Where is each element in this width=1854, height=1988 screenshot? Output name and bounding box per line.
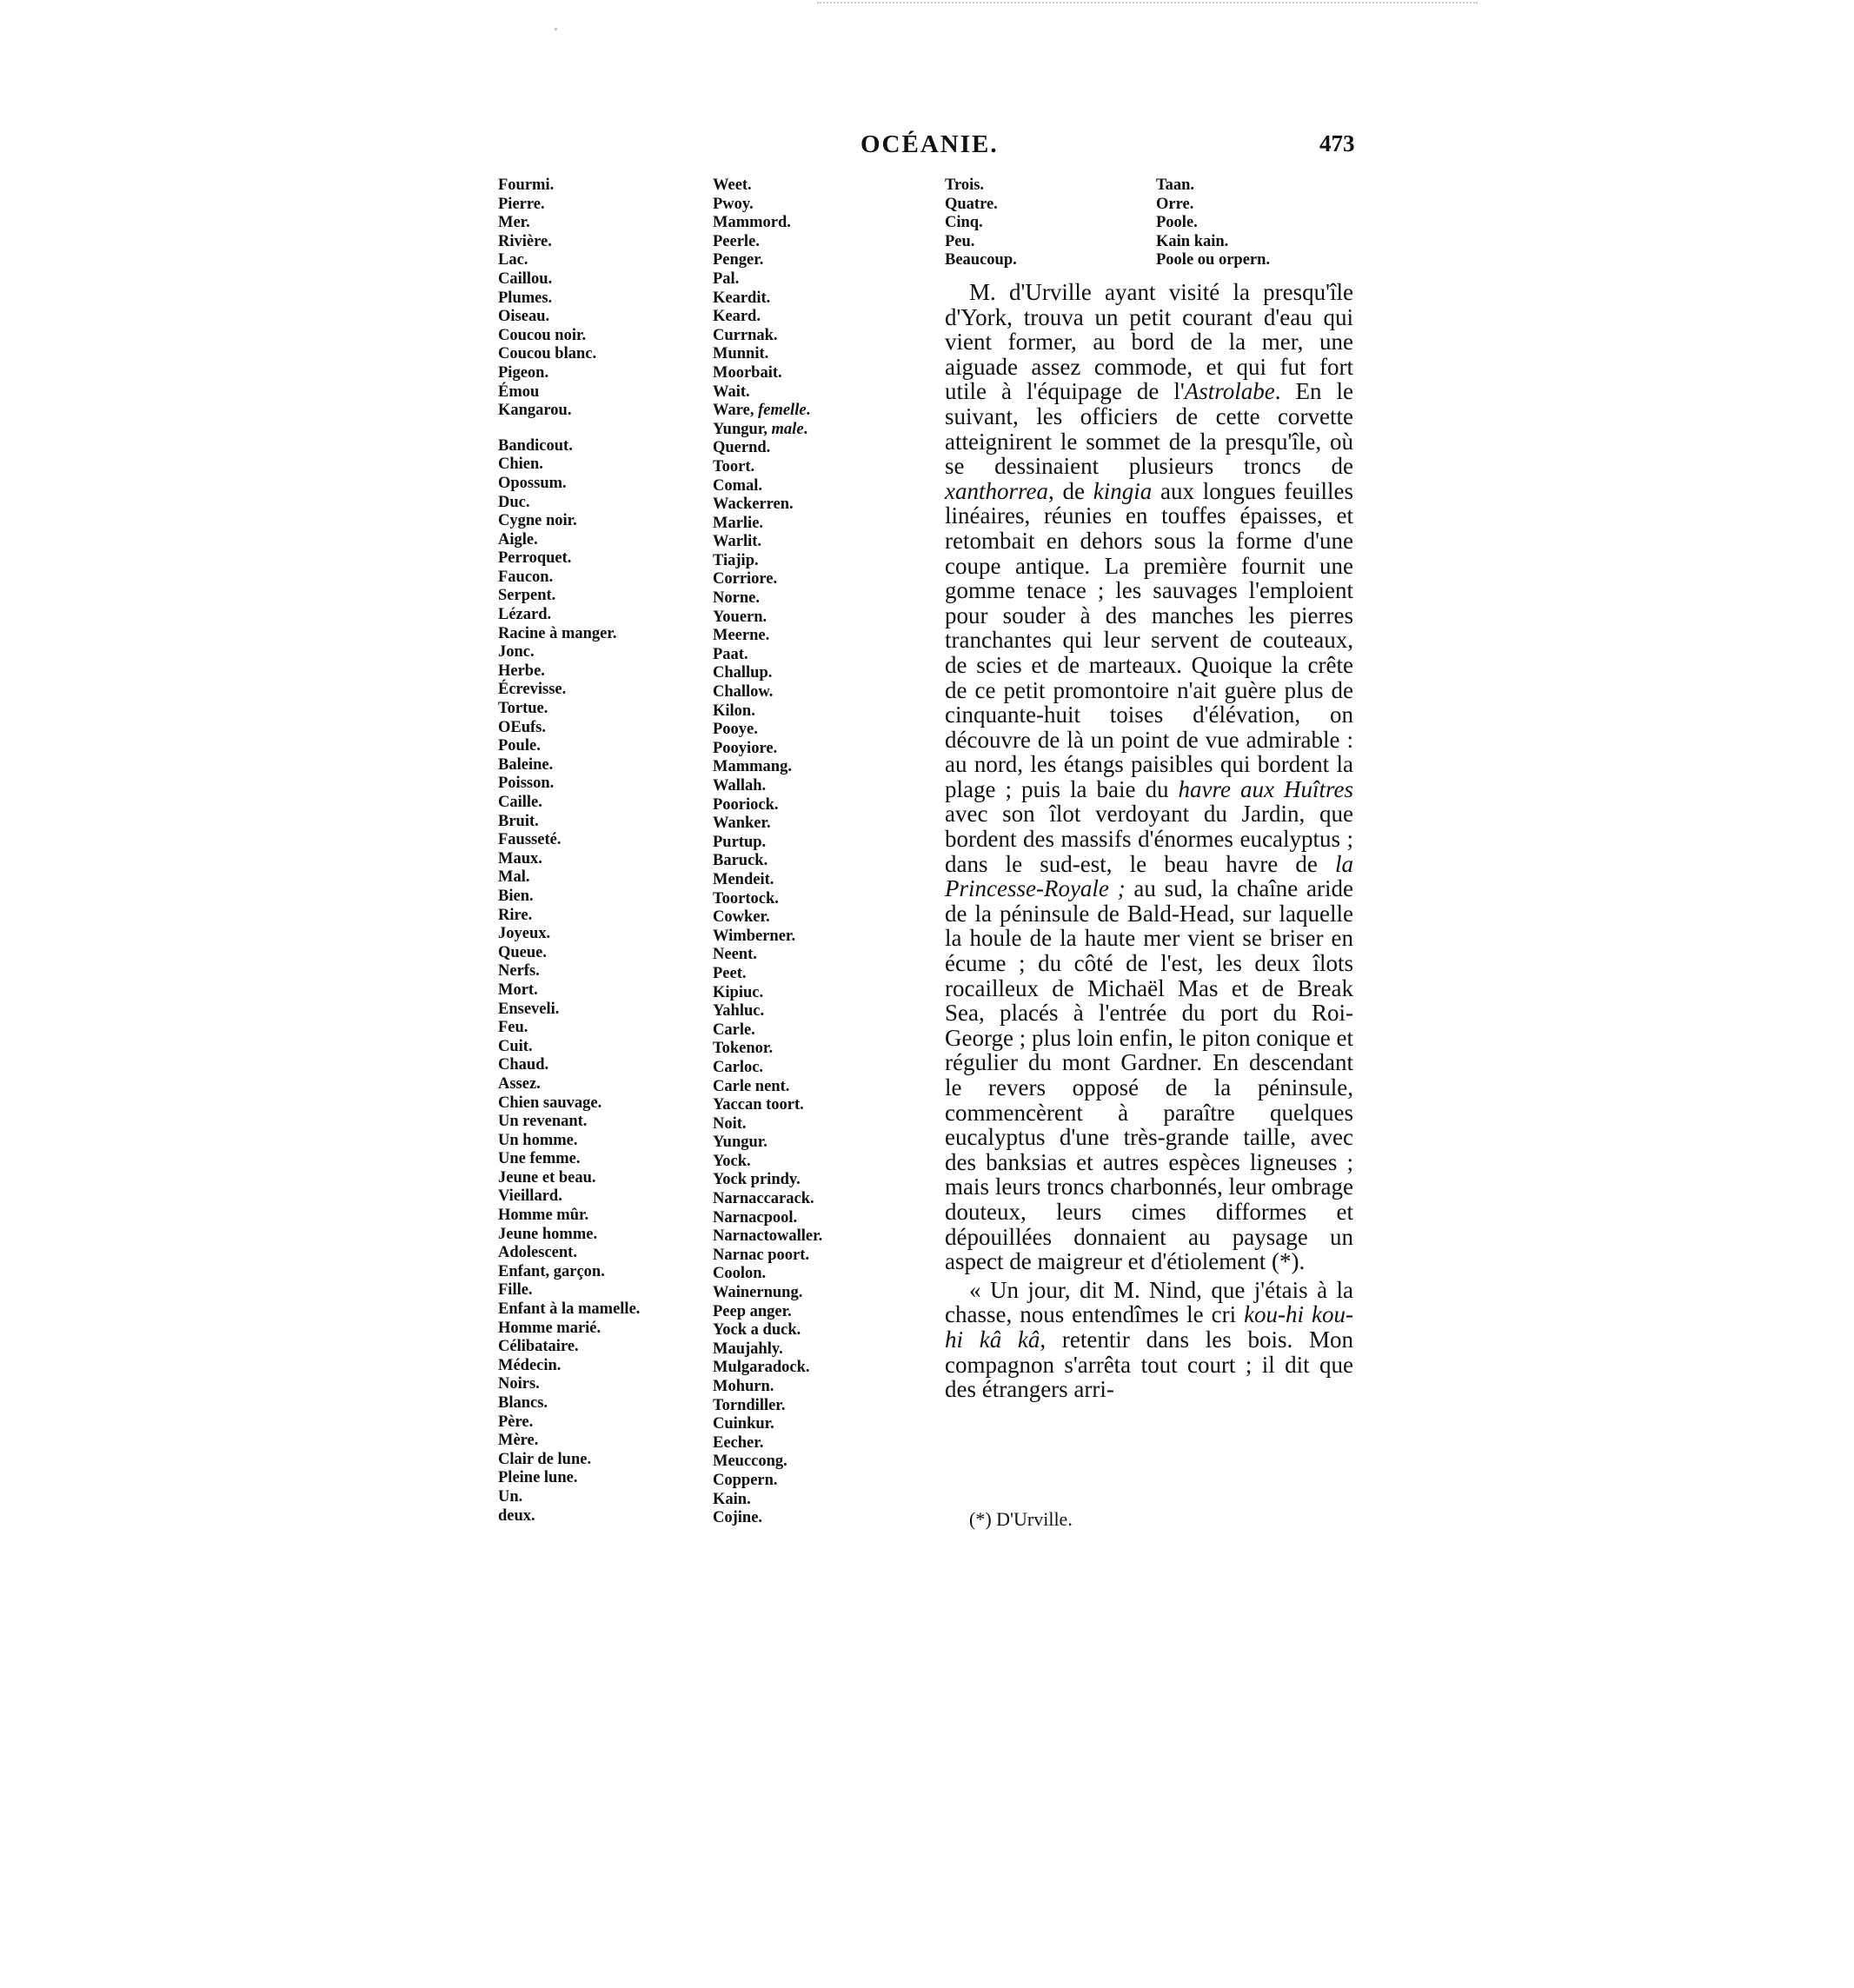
text-run: avec son îlot verdoyant du Jardin, que bordent des massifs d'énormes eucalyptus ; dans le sud-est, le beau havre de	[945, 801, 1353, 877]
vocab-entry: Poole ou orpern.	[1156, 251, 1271, 269]
text-run: . En le suivant, les officiers de cette corvette atteignirent le sommet de la presqu'île, où se dessinaient plusieurs troncs de	[945, 378, 1353, 480]
vocab-entry: Chaud.	[498, 1056, 549, 1074]
vocab-entry: Pigeon.	[498, 363, 549, 382]
vocab-entry: Pleine lune.	[498, 1469, 578, 1487]
native-cry: kou-hi kou-hi kâ kâ	[945, 1301, 1353, 1353]
vocab-entry: Pooye.	[713, 721, 758, 739]
vocab-entry: Narnaccarack.	[713, 1190, 814, 1208]
vocab-entry: Jeune homme.	[498, 1225, 598, 1243]
vocab-entry: Herbe.	[498, 662, 545, 680]
vocab-entry: Clair de lune.	[498, 1450, 592, 1468]
vocab-entry: Cygne noir.	[498, 512, 577, 530]
paragraph-1	[945, 280, 1353, 1274]
vocab-entry: Coolon.	[713, 1265, 767, 1283]
vocab-entry: Keardit.	[713, 289, 771, 307]
vocab-entry: Pooyiore.	[713, 739, 778, 757]
vocab-entry: Mer.	[498, 214, 530, 232]
vocab-entry: Oiseau.	[498, 308, 550, 326]
vocab-entry: Homme marié.	[498, 1319, 601, 1337]
vocab-entry: Paat.	[713, 645, 748, 663]
vocab-entry: Carle.	[713, 1021, 755, 1039]
vocab-entry: Coucou noir.	[498, 326, 587, 344]
vocab-entry: Norne.	[713, 589, 760, 608]
vocab-entry: Queue.	[498, 943, 548, 961]
vocab-entry: Tortue.	[498, 700, 548, 718]
plant-name: xanthorrea	[945, 477, 1048, 504]
vocab-entry: Wait.	[713, 382, 750, 401]
vocab-entry: Jeune et beau.	[498, 1168, 596, 1187]
vocab-entry: Serpent.	[498, 587, 556, 605]
vocab-entry: Wallah.	[713, 777, 767, 795]
vocab-entry: Meerne.	[713, 627, 770, 645]
vocab-entry: Comal.	[713, 476, 763, 495]
vocab-entry: Caille.	[498, 794, 542, 811]
vocab-entry: Taan.	[1156, 176, 1195, 194]
vocab-entry: Joyeux.	[498, 925, 551, 943]
vocabulary-native-column-2	[1156, 176, 1270, 270]
vocab-entry: Poule.	[498, 737, 541, 755]
vocab-entry: Yahluc.	[713, 1002, 765, 1021]
vocab-entry: Moorbait.	[713, 363, 782, 382]
vocab-entry: Mohurn.	[713, 1378, 774, 1395]
vocab-entry: Kangarou.	[498, 402, 572, 420]
vocab-entry: Weet.	[713, 176, 752, 194]
text-run: M. d'Urville ayant visité la presqu'île d'York, trouva un petit courant d'eau qui vient former, au bord de la mer, une aiguade assez commode, et qui fut fort utile à l'équipage de l'	[945, 279, 1353, 405]
text-run: au sud, la chaîne aride de la péninsule de Bald-Head, sur laquelle la houle de la haute mer vient se briser en écume ; du côté de l'est, les deux îlots rocailleux de Michaël Mas et de Break Sea, placés à l'entrée du port du Roi-George ; plus loin enfin, le piton conique et régulier du mont Gardner. En descendant le revers opposé de la péninsule, commencèrent à paraître quelques eucalyptus d'une très-grande taille, avec des banksias et autres espèces ligneuses ; mais leurs troncs charbonnés, leur ombrage douteux, leurs cimes difformes et dépouillées donnaient au paysage un aspect de maigreur et d'étiolement (*).	[945, 875, 1353, 1275]
vocab-entry: Médecin.	[498, 1356, 562, 1374]
vocab-entry: Mammord.	[713, 214, 791, 232]
vocab-entry: Yock a duck.	[713, 1321, 801, 1340]
vocab-entry: Nerfs.	[498, 962, 540, 981]
vocab-entry: Enfant à la mamelle.	[498, 1300, 641, 1319]
vocabulary-french-column-1	[498, 176, 640, 1526]
vocab-entry: Une femme.	[498, 1150, 581, 1168]
vocab-entry: Wimberner.	[713, 927, 796, 945]
vocab-entry: Yock.	[713, 1152, 751, 1170]
vocab-entry: Rivière.	[498, 232, 552, 250]
vocab-entry: Rire.	[498, 906, 533, 924]
vocab-entry: Mal.	[498, 868, 530, 887]
vocab-entry: Plumes.	[498, 289, 553, 307]
scan-artifact-line	[817, 2, 1478, 3]
gender-marker: femelle	[758, 402, 807, 420]
vocab-entry: Un homme.	[498, 1131, 578, 1149]
vocab-entry: Pierre.	[498, 195, 545, 213]
vocab-entry: Aigle.	[498, 530, 538, 549]
vocab-entry: Currnak.	[713, 326, 778, 344]
vocab-entry: Narnactowaller.	[713, 1227, 823, 1246]
vocab-entry: Lézard.	[498, 606, 552, 624]
vocab-entry: Orre.	[1156, 195, 1194, 213]
vocab-entry: Neent.	[713, 946, 757, 964]
vocab-entry: Cowker.	[713, 908, 770, 927]
vocab-entry: Penger.	[713, 251, 764, 269]
vocab-entry: Caillou.	[498, 269, 553, 288]
page-number: 473	[1319, 130, 1355, 156]
vocab-entry: Kain kain.	[1156, 232, 1229, 250]
vocab-entry: Coppern.	[713, 1471, 778, 1489]
vocab-entry: Warlit.	[713, 533, 762, 551]
vocab-entry: Carloc.	[713, 1058, 764, 1076]
vocab-entry: Coucou blanc.	[498, 345, 597, 363]
vocab-entry: Feu.	[498, 1019, 528, 1037]
text-run: , retentir dans les bois. Mon compagnon s'arrêta tout court ; il dit que des étrangers arri-	[945, 1326, 1353, 1403]
vocab-entry: Peu.	[945, 232, 975, 250]
vocab-entry: Baruck.	[713, 852, 768, 870]
vocab-entry: Poisson.	[498, 775, 555, 793]
vocab-entry: Peep anger.	[713, 1302, 792, 1320]
vocab-entry: Wainernung.	[713, 1284, 803, 1302]
vocab-entry: Fausseté.	[498, 831, 562, 849]
scan-artifact-dot	[555, 28, 557, 30]
vocab-entry: Kipiuc.	[713, 983, 764, 1001]
vocab-entry: Baleine.	[498, 755, 554, 774]
running-head: OCÉANIE.	[861, 130, 999, 158]
vocab-entry: Peet.	[713, 964, 747, 982]
vocab-entry: Père.	[498, 1413, 534, 1431]
vocab-entry: Chien sauvage.	[498, 1094, 602, 1112]
vocabulary-native-column-1	[713, 176, 822, 1528]
vocab-entry: Enseveli.	[498, 1000, 560, 1018]
vocab-entry: Vieillard.	[498, 1187, 562, 1206]
vocab-entry: Chien.	[498, 455, 543, 474]
vocab-entry: Poole.	[1156, 214, 1198, 232]
vocab-entry: Célibataire.	[498, 1338, 579, 1356]
vocab-entry: Maujahly.	[713, 1340, 783, 1358]
vocab-entry: deux.	[498, 1506, 535, 1525]
vocab-entry: Mendeit.	[713, 870, 774, 888]
footnote: (*) D'Urville.	[969, 1508, 1073, 1530]
vocab-entry: Mère.	[498, 1432, 539, 1450]
vocab-entry: Bruit.	[498, 812, 539, 830]
vocab-entry: Quatre.	[945, 195, 998, 213]
body-text	[945, 280, 1353, 1402]
vocab-entry: Assez.	[498, 1074, 541, 1093]
vocab-entry: Fille.	[498, 1281, 533, 1300]
vocab-entry: Maux.	[498, 849, 542, 868]
vocab-entry: Yungur, male.	[713, 420, 808, 438]
ship-name: Astrolabe	[1184, 378, 1275, 405]
plant-name: kingia	[1093, 477, 1153, 504]
vocab-entry: Adolescent.	[498, 1244, 577, 1262]
vocab-entry: Un revenant.	[498, 1113, 588, 1131]
vocab-entry: Marlie.	[713, 514, 764, 532]
vocab-entry: Peerle.	[713, 232, 760, 250]
vocab-entry: Tokenor.	[713, 1040, 774, 1058]
vocab-entry: Yungur.	[713, 1134, 768, 1152]
vocab-entry: Yaccan toort.	[713, 1096, 804, 1114]
place-name: la Princesse-Royale ;	[945, 850, 1353, 902]
vocab-entry: Blancs.	[498, 1394, 548, 1412]
paragraph-2	[945, 1278, 1353, 1402]
vocab-entry: Eecher.	[713, 1433, 764, 1452]
vocab-entry: Trois.	[945, 176, 985, 194]
vocab-entry: Kilon.	[713, 701, 755, 720]
vocab-entry: Wanker.	[713, 814, 771, 833]
vocab-entry: Lac.	[498, 251, 528, 269]
vocab-entry: Kain.	[713, 1490, 751, 1508]
vocab-entry: Perroquet.	[498, 549, 572, 568]
vocab-entry: Fourmi.	[498, 176, 555, 194]
vocab-entry: Noirs.	[498, 1375, 540, 1393]
vocab-entry: Purtup.	[713, 833, 767, 851]
gender-marker: male	[771, 420, 804, 438]
vocab-entry: Ware, femelle.	[713, 402, 811, 420]
vocab-entry: Mulgaradock.	[713, 1359, 810, 1377]
vocabulary-french-column-2	[945, 176, 1017, 270]
vocab-entry: Écrevisse.	[498, 681, 567, 699]
vocab-entry: Un.	[498, 1487, 523, 1506]
vocab-entry: Jonc.	[498, 643, 535, 662]
vocab-entry: Beaucoup.	[945, 251, 1017, 269]
vocab-entry: Émou	[498, 382, 540, 401]
vocab-entry: Youern.	[713, 608, 768, 626]
vocab-entry: Pwoy.	[713, 195, 754, 213]
vocab-entry: Munnit.	[713, 345, 769, 363]
vocab-entry: Cuinkur.	[713, 1415, 774, 1433]
vocab-entry: Challow.	[713, 683, 774, 701]
vocab-entry: Bien.	[498, 887, 534, 905]
vocab-entry: Narnac poort.	[713, 1246, 809, 1264]
vocab-entry: Duc.	[498, 493, 530, 511]
vocab-entry: Homme mûr.	[498, 1207, 589, 1225]
vocab-spacer	[498, 421, 640, 437]
vocab-entry: Narnacpool.	[713, 1208, 798, 1227]
vocab-entry: Cinq.	[945, 214, 983, 232]
vocab-entry: Challup.	[713, 664, 773, 682]
vocab-entry: Yock prindy.	[713, 1171, 801, 1189]
vocab-entry: Enfant, garçon.	[498, 1262, 605, 1280]
vocab-entry: Keard.	[713, 308, 761, 326]
vocab-entry: Racine à manger.	[498, 624, 617, 642]
vocab-entry: Cojine.	[713, 1509, 763, 1527]
vocab-entry: Torndiller.	[713, 1396, 786, 1414]
text-run: , de	[1047, 477, 1093, 504]
vocab-entry: Cuit.	[498, 1037, 533, 1055]
vocab-entry: Opossum.	[498, 474, 567, 492]
vocab-entry: Meuccong.	[713, 1453, 787, 1471]
vocab-entry: Toort.	[713, 457, 755, 475]
place-name: havre aux Huîtres	[1178, 775, 1353, 802]
text-run: « Un jour, dit M. Nind, que j'étais à la chasse, nous entendîmes le cri	[945, 1276, 1353, 1328]
vocab-entry: Mammang.	[713, 758, 792, 776]
vocab-entry: Corriore.	[713, 570, 778, 588]
vocab-entry: OEufs.	[498, 718, 547, 736]
text-run: aux longues feuilles linéaires, réunies en touffes épaisses, et retombait en dehors sous la forme d'une coupe antique. La première fournit une gomme tenace ; les sauvages l'emploient pour souder à des manches les pierres tranchantes qui leur servent de couteaux, de scies et de marteaux. Quoique la crête de ce petit promontoire n'ait guère plus de cinquante-huit toises d'élévation, on découvre de là un point de vue admirable : au nord, les étangs paisibles qui bordent la plage ; puis la baie du	[945, 477, 1353, 802]
vocab-entry: Pal.	[713, 269, 740, 288]
vocab-entry: Toortock.	[713, 889, 779, 908]
vocab-entry: Quernd.	[713, 439, 771, 457]
vocab-entry: Faucon.	[498, 568, 554, 586]
vocab-entry: Wackerren.	[713, 495, 794, 514]
vocab-entry: Tiajip.	[713, 551, 759, 569]
vocab-entry: Carle nent.	[713, 1077, 790, 1095]
vocab-entry: Bandicout.	[498, 436, 573, 455]
vocab-entry: Pooriock.	[713, 795, 779, 814]
vocab-entry: Mort.	[498, 981, 538, 999]
vocab-entry: Noit.	[713, 1114, 747, 1133]
